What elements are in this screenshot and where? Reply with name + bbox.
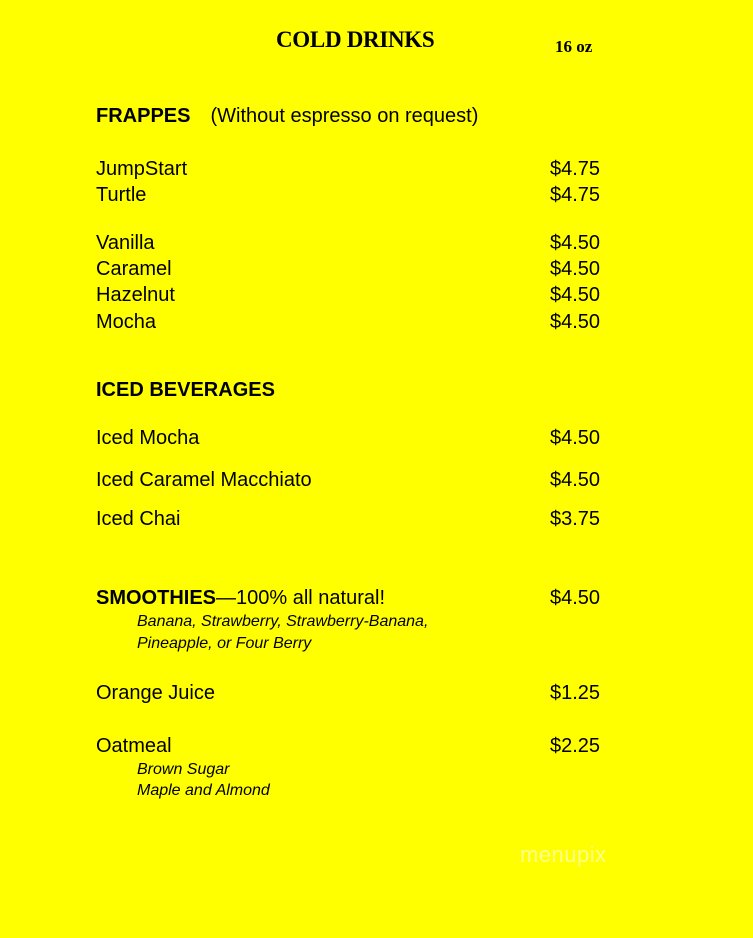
- smoothies-heading: [96, 587, 385, 610]
- menu-item-name: Oatmeal: [96, 735, 172, 757]
- menu-title: COLD DRINKS: [276, 27, 435, 52]
- smoothies-price: $4.50: [550, 587, 601, 609]
- menu-item-name: Iced Caramel Macchiato: [96, 469, 312, 491]
- menu-item-price: $2.25: [550, 735, 601, 757]
- menu-item-name: Mocha: [96, 311, 157, 333]
- menu-item-name: Iced Mocha: [96, 427, 200, 449]
- menu-item-price: $1.25: [550, 682, 601, 704]
- smoothies-flavors-line: Pineapple, or Four Berry: [137, 635, 312, 652]
- menu-item-name: JumpStart: [96, 158, 188, 180]
- menu-item-price: $3.75: [550, 508, 601, 530]
- menu-item-name: Vanilla: [96, 232, 155, 254]
- frappes-heading: [96, 105, 478, 128]
- menu-item-name: Iced Chai: [96, 508, 181, 530]
- menu-item-name: Hazelnut: [96, 284, 175, 306]
- menu-item-price: $4.50: [550, 258, 601, 280]
- menu-item-price: $4.50: [550, 469, 601, 491]
- size-label: 16 oz: [555, 37, 593, 56]
- menu-item-price: $4.50: [550, 311, 601, 333]
- frappes-heading-label: FRAPPES: [96, 105, 191, 127]
- smoothies-flavors-line: Banana, Strawberry, Strawberry-Banana,: [137, 613, 429, 630]
- watermark: menupix: [520, 842, 607, 867]
- menu-item-price: $4.75: [550, 158, 601, 180]
- smoothies-note: —100% all natural!: [216, 587, 385, 609]
- menu-item-price: $4.50: [550, 427, 601, 449]
- smoothies-heading-label: SMOOTHIES: [96, 587, 217, 609]
- menu-item-price: $4.50: [550, 232, 601, 254]
- oatmeal-option: Brown Sugar: [137, 761, 230, 778]
- menu-item-name: Orange Juice: [96, 682, 215, 704]
- menu-item-name: Turtle: [96, 184, 147, 206]
- oatmeal-option: Maple and Almond: [137, 782, 270, 799]
- frappes-note: (Without espresso on request): [210, 105, 479, 127]
- menu-item-price: $4.50: [550, 284, 601, 306]
- menu-item-name: Caramel: [96, 258, 172, 280]
- iced-heading: ICED BEVERAGES: [96, 379, 275, 401]
- menu-item-price: $4.75: [550, 184, 601, 206]
